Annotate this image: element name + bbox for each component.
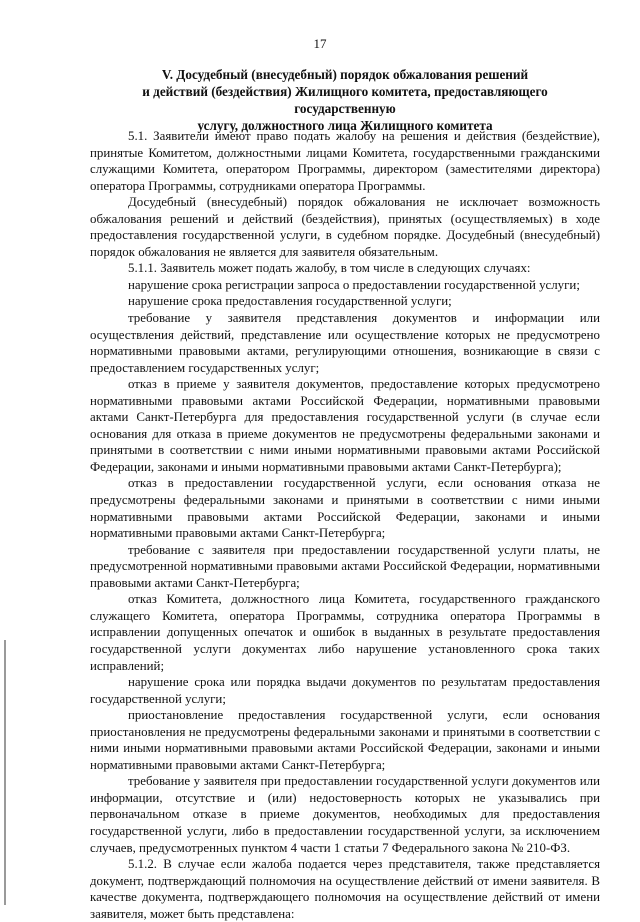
paragraph-5-1-2: 5.1.2. В случае если жалоба подается через представителя, также представляется документ, подтверждающий полномочия на осуществление действий от имени заявителя. В качестве документа, подтверждающего полномочия на осуществление действий от имени заявителя, может быть представлена: (90, 857, 600, 921)
list-item: требование у заявителя при предоставлении государственной услуги документов или информации, отсутствие и (или) недостоверность которых не указывались при первоначальном отказе в приеме документов, необходимых для предоставления государственной услуги, либо в предоставлении государственной услуги, за исключением случаев, предусмотренных пунктом 4 части 1 статьи 7 Федерального закона № 210-ФЗ. (90, 774, 600, 855)
list-item: отказ Комитета, должностного лица Комитета, государственного гражданского служащего Комитета, оператора Программы, сотрудника оператора Программы в исправлении допущенных опечаток и ошибок в выданных в результате предоставления государственной услуги документах либо нарушение установленного срока таких исправлений; (90, 592, 600, 673)
list-item: нарушение срока регистрации запроса о предоставлении государственной услуги; (128, 277, 580, 292)
paragraph-5-1: 5.1. Заявители имеют право подать жалобу на решения и действия (бездействие), принятые Комитетом, должностными лицами Комитета, государственными гражданскими служащими Комитета, оператором Программы, директором (заместителями директора) оператора Программы, сотрудниками оператора Программы. (90, 129, 600, 193)
heading-line-2: и действий (бездействия) Жилищного комитета, предоставляющего государственную (142, 84, 548, 116)
heading-line-1: V. Досудебный (внесудебный) порядок обжалования решений (161, 67, 529, 82)
scan-edge-line (4, 640, 6, 905)
paragraph-pretrial-order: Досудебный (внесудебный) порядок обжалования не исключает возможность обжалования решений и действий (бездействия), принятых (осуществляемых) в ходе предоставления государственной услуги, в судебном порядке. Досудебный (внесудебный) порядок обжалования не является для заявителя обязательным. (90, 195, 600, 259)
paragraph-5-1-1: 5.1.1. Заявитель может подать жалобу, в том числе в следующих случаях: (128, 261, 531, 276)
list-item: требование у заявителя представления документов и информации или осуществления действий, представление или осуществление которых не предусмотрено нормативными правовыми актами, регулирующими отношения, возникающие в связи с предоставлением государственных услуг; (90, 311, 600, 375)
list-item: нарушение срока или порядка выдачи документов по результатам предоставления государственной услуги; (90, 675, 600, 706)
list-item: отказ в предоставлении государственной услуги, если основания отказа не предусмотрены федеральными законами и принятыми в соответствии с ними иными нормативными правовыми актами Российской Федерации, законами и иными нормативными правовыми актами Санкт-Петербурга; (90, 476, 600, 541)
list-item: требование с заявителя при предоставлении государственной услуги платы, не предусмотренной нормативными правовыми актами Российской Федерации, нормативными правовыми актами Санкт-Петербурга; (90, 542, 600, 590)
list-item: нарушение срока предоставления государственной услуги; (128, 294, 452, 309)
section-heading (90, 66, 600, 134)
document-body (90, 128, 600, 922)
heading-line-3: услугу, должностного лица Жилищного комитета (197, 118, 493, 133)
page-number: 17 (313, 36, 327, 51)
list-item: приостановление предоставления государственной услуги, если основания приостановления не предусмотрены федеральными законами и принятыми в соответствии с ними иными нормативными правовыми актами Российской Федерации, законами и иными нормативными правовыми актами Санкт-Петербурга; (90, 708, 600, 772)
list-item: отказ в приеме у заявителя документов, предоставление которых предусмотрено нормативными правовыми актами Российской Федерации, нормативными правовыми актами Санкт-Петербурга для предоставления государственной услуги (в случае если основания для отказа в приеме документов не предусмотрены федеральными законами и принятыми в соответствии с ними иными нормативными правовыми актами Российской Федерации, законами и иными нормативными правовыми актами Санкт-Петербурга); (90, 377, 600, 474)
